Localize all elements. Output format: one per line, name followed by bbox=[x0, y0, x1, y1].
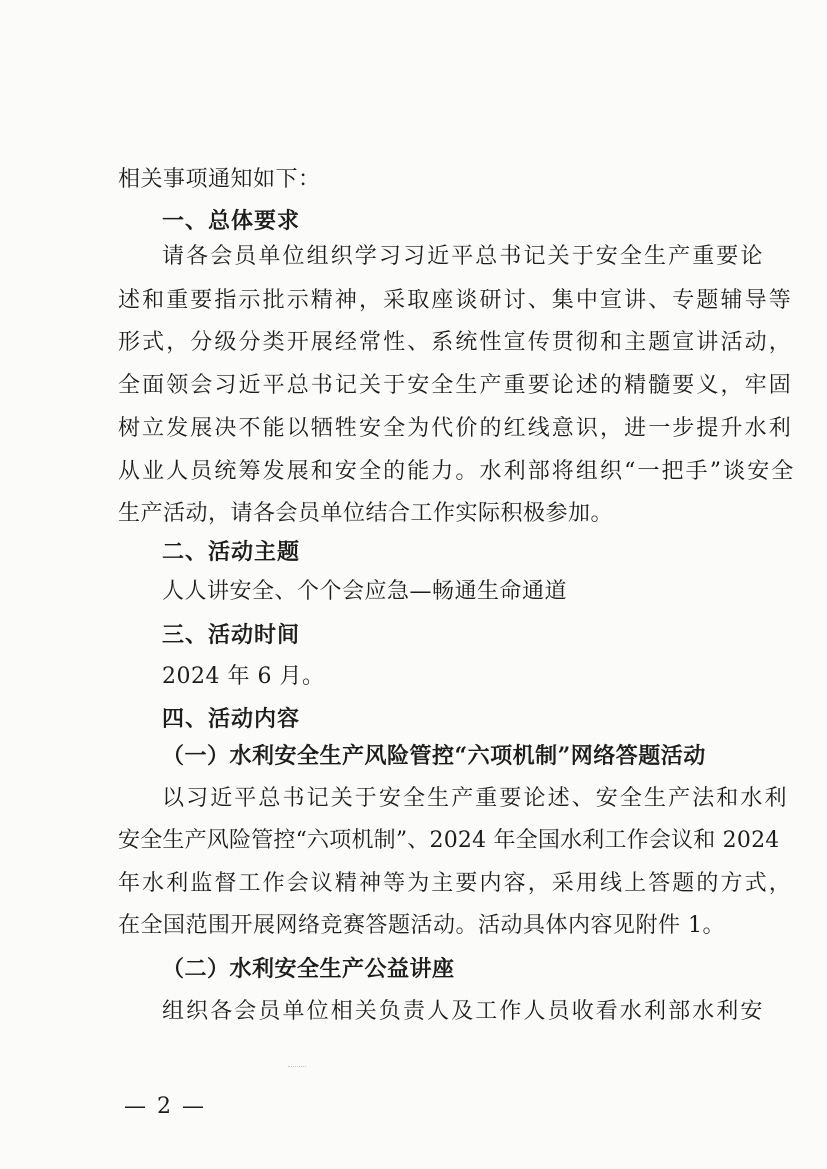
section-heading-activity-theme: 二、活动主题 bbox=[162, 540, 301, 565]
paragraph-line: 年水利监督工作会议精神等为主要内容，采用线上答题的方式， bbox=[118, 871, 793, 896]
section-heading-activity-content: 四、活动内容 bbox=[162, 707, 301, 732]
paragraph-line: 全面领会习近平总书记关于安全生产重要论述的精髓要义，牢固 bbox=[118, 373, 793, 398]
page-number: — 2 — bbox=[124, 1094, 206, 1119]
paragraph-line: 树立发展决不能以牺牲安全为代价的红线意识，进一步提升水利 bbox=[118, 416, 793, 441]
paragraph-line: 以习近平总书记关于安全生产重要论述、安全生产法和水利 bbox=[162, 786, 789, 811]
paragraph-line: 请各会员单位组织学习习近平总书记关于安全生产重要论 bbox=[162, 244, 765, 269]
activity-theme-text: 人人讲安全、个个会应急—畅通生命通道 bbox=[162, 579, 568, 604]
paragraph-line: 从业人员统筹发展和安全的能力。水利部将组织“一把手”谈安全 bbox=[118, 459, 796, 484]
paragraph-line: 在全国范围开展网络竞赛答题活动。活动具体内容见附件 1。 bbox=[118, 913, 725, 938]
paragraph-line: 述和重要指示批示精神，采取座谈研讨、集中宣讲、专题辅导等 bbox=[118, 288, 793, 313]
paragraph-line: 组织各会员单位相关负责人及工作人员收看水利部水利安 bbox=[162, 999, 765, 1024]
activity-time-text: 2024 年 6 月。 bbox=[162, 664, 325, 689]
intro-line: 相关事项通知如下： bbox=[118, 167, 321, 192]
faint-scan-mark bbox=[288, 1066, 306, 1069]
paragraph-line: 形式，分级分类开展经常性、系统性宣传贯彻和主题宣讲活动， bbox=[118, 330, 793, 355]
paragraph-line: 生产活动，请各会员单位结合工作实际积极参加。 bbox=[118, 501, 614, 526]
section-heading-overall-requirements: 一、总体要求 bbox=[162, 209, 301, 234]
subsection-heading-online-quiz: （一）水利安全生产风险管控“六项机制”网络答题活动 bbox=[162, 743, 706, 769]
subsection-heading-public-lecture: （二）水利安全生产公益讲座 bbox=[162, 956, 455, 982]
paragraph-line: 安全生产风险管控“六项机制”、2024 年全国水利工作会议和 2024 bbox=[118, 828, 780, 853]
section-heading-activity-time: 三、活动时间 bbox=[162, 623, 301, 648]
